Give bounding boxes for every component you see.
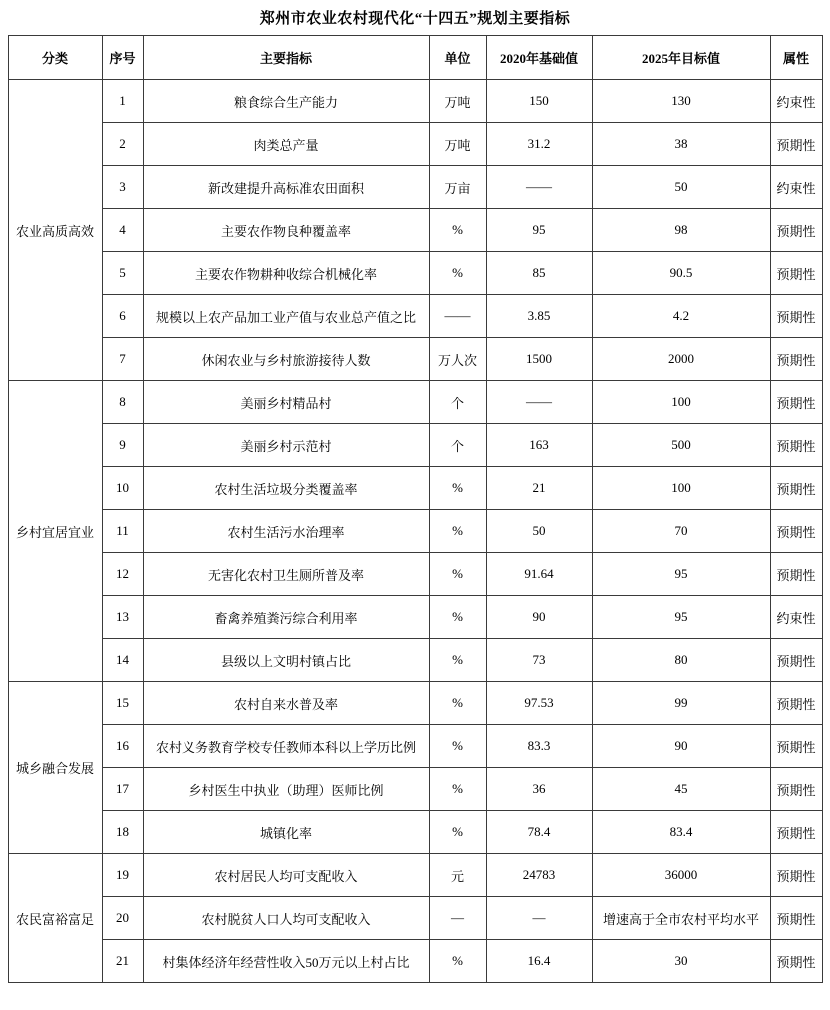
unit-cell: 个 xyxy=(429,381,486,424)
indicator-cell: 农村义务教育学校专任教师本科以上学历比例 xyxy=(143,725,429,768)
row-no: 11 xyxy=(102,510,143,553)
base-value-cell: 90 xyxy=(486,596,592,639)
unit-cell: —— xyxy=(429,295,486,338)
target-value-cell: 50 xyxy=(592,166,770,209)
base-value-cell: 24783 xyxy=(486,854,592,897)
indicator-cell: 美丽乡村精品村 xyxy=(143,381,429,424)
target-value-cell: 4.2 xyxy=(592,295,770,338)
target-value-cell: 45 xyxy=(592,768,770,811)
target-value-cell: 100 xyxy=(592,381,770,424)
row-no: 12 xyxy=(102,553,143,596)
attribute-cell: 预期性 xyxy=(770,639,822,682)
target-value-cell: 38 xyxy=(592,123,770,166)
base-value-cell: — xyxy=(486,897,592,940)
base-value-cell: 95 xyxy=(486,209,592,252)
attribute-cell: 预期性 xyxy=(770,854,822,897)
row-no: 3 xyxy=(102,166,143,209)
target-value-cell: 100 xyxy=(592,467,770,510)
target-value-cell: 95 xyxy=(592,553,770,596)
row-no: 21 xyxy=(102,940,143,983)
target-value-cell: 83.4 xyxy=(592,811,770,854)
row-no: 13 xyxy=(102,596,143,639)
row-no: 1 xyxy=(102,80,143,123)
base-value-cell: 85 xyxy=(486,252,592,295)
base-value-cell: 91.64 xyxy=(486,553,592,596)
target-value-cell: 80 xyxy=(592,639,770,682)
attribute-cell: 预期性 xyxy=(770,424,822,467)
attribute-cell: 预期性 xyxy=(770,123,822,166)
table-row xyxy=(8,424,822,467)
target-value-cell: 36000 xyxy=(592,854,770,897)
table-row xyxy=(8,295,822,338)
attribute-cell: 约束性 xyxy=(770,596,822,639)
base-value-cell: 150 xyxy=(486,80,592,123)
target-value-cell: 增速高于全市农村平均水平 xyxy=(592,897,770,940)
target-value-cell: 500 xyxy=(592,424,770,467)
category-cell: 乡村宜居宜业 xyxy=(8,381,102,682)
header-category: 分类 xyxy=(8,36,102,80)
table-row xyxy=(8,553,822,596)
row-no: 18 xyxy=(102,811,143,854)
indicator-cell: 城镇化率 xyxy=(143,811,429,854)
attribute-cell: 约束性 xyxy=(770,80,822,123)
row-no: 20 xyxy=(102,897,143,940)
base-value-cell: 97.53 xyxy=(486,682,592,725)
attribute-cell: 预期性 xyxy=(770,338,822,381)
base-value-cell: 78.4 xyxy=(486,811,592,854)
table-row xyxy=(8,166,822,209)
attribute-cell: 预期性 xyxy=(770,510,822,553)
indicators-table xyxy=(8,35,823,983)
table-row xyxy=(8,682,822,725)
unit-cell: 万吨 xyxy=(429,80,486,123)
unit-cell: % xyxy=(429,682,486,725)
attribute-cell: 预期性 xyxy=(770,295,822,338)
unit-cell: 万人次 xyxy=(429,338,486,381)
target-value-cell: 98 xyxy=(592,209,770,252)
unit-cell: 万亩 xyxy=(429,166,486,209)
table-row xyxy=(8,252,822,295)
attribute-cell: 约束性 xyxy=(770,166,822,209)
attribute-cell: 预期性 xyxy=(770,209,822,252)
attribute-cell: 预期性 xyxy=(770,940,822,983)
indicator-cell: 休闲农业与乡村旅游接待人数 xyxy=(143,338,429,381)
indicator-cell: 肉类总产量 xyxy=(143,123,429,166)
table-row xyxy=(8,381,822,424)
row-no: 2 xyxy=(102,123,143,166)
attribute-cell: 预期性 xyxy=(770,811,822,854)
indicator-cell: 主要农作物良种覆盖率 xyxy=(143,209,429,252)
target-value-cell: 95 xyxy=(592,596,770,639)
row-no: 7 xyxy=(102,338,143,381)
unit-cell: % xyxy=(429,725,486,768)
target-value-cell: 90 xyxy=(592,725,770,768)
base-value-cell: —— xyxy=(486,381,592,424)
base-value-cell: 50 xyxy=(486,510,592,553)
indicator-cell: 新改建提升高标准农田面积 xyxy=(143,166,429,209)
unit-cell: % xyxy=(429,811,486,854)
row-no: 16 xyxy=(102,725,143,768)
unit-cell: % xyxy=(429,467,486,510)
row-no: 9 xyxy=(102,424,143,467)
row-no: 17 xyxy=(102,768,143,811)
indicator-cell: 无害化农村卫生厕所普及率 xyxy=(143,553,429,596)
table-row xyxy=(8,854,822,897)
base-value-cell: 31.2 xyxy=(486,123,592,166)
row-no: 15 xyxy=(102,682,143,725)
row-no: 8 xyxy=(102,381,143,424)
indicator-cell: 县级以上文明村镇占比 xyxy=(143,639,429,682)
table-row xyxy=(8,940,822,983)
unit-cell: % xyxy=(429,209,486,252)
row-no: 6 xyxy=(102,295,143,338)
header-attr: 属性 xyxy=(770,36,822,80)
table-row xyxy=(8,123,822,166)
attribute-cell: 预期性 xyxy=(770,381,822,424)
table-row xyxy=(8,467,822,510)
category-cell: 农业高质高效 xyxy=(8,80,102,381)
unit-cell: 元 xyxy=(429,854,486,897)
table-row xyxy=(8,209,822,252)
indicator-cell: 农村自来水普及率 xyxy=(143,682,429,725)
header-row xyxy=(8,36,822,80)
row-no: 5 xyxy=(102,252,143,295)
header-indicator: 主要指标 xyxy=(143,36,429,80)
attribute-cell: 预期性 xyxy=(770,467,822,510)
attribute-cell: 预期性 xyxy=(770,897,822,940)
unit-cell: % xyxy=(429,553,486,596)
table-row xyxy=(8,510,822,553)
attribute-cell: 预期性 xyxy=(770,553,822,596)
table-row xyxy=(8,768,822,811)
header-unit: 单位 xyxy=(429,36,486,80)
unit-cell: % xyxy=(429,768,486,811)
table-row xyxy=(8,725,822,768)
indicator-cell: 村集体经济年经营性收入50万元以上村占比 xyxy=(143,940,429,983)
unit-cell: % xyxy=(429,596,486,639)
base-value-cell: 163 xyxy=(486,424,592,467)
page-title: 郑州市农业农村现代化“十四五”规划主要指标 xyxy=(259,11,571,27)
table-row xyxy=(8,80,822,123)
indicator-cell: 农村脱贫人口人均可支配收入 xyxy=(143,897,429,940)
unit-cell: % xyxy=(429,252,486,295)
target-value-cell: 2000 xyxy=(592,338,770,381)
row-no: 4 xyxy=(102,209,143,252)
indicator-cell: 主要农作物耕种收综合机械化率 xyxy=(143,252,429,295)
indicator-cell: 农村居民人均可支配收入 xyxy=(143,854,429,897)
indicator-cell: 农村生活污水治理率 xyxy=(143,510,429,553)
attribute-cell: 预期性 xyxy=(770,725,822,768)
unit-cell: % xyxy=(429,639,486,682)
base-value-cell: 3.85 xyxy=(486,295,592,338)
unit-cell: % xyxy=(429,940,486,983)
table-row xyxy=(8,338,822,381)
target-value-cell: 99 xyxy=(592,682,770,725)
unit-cell: % xyxy=(429,510,486,553)
category-cell: 城乡融合发展 xyxy=(8,682,102,854)
header-target-2025: 2025年目标值 xyxy=(592,36,770,80)
target-value-cell: 90.5 xyxy=(592,252,770,295)
attribute-cell: 预期性 xyxy=(770,768,822,811)
target-value-cell: 130 xyxy=(592,80,770,123)
base-value-cell: 21 xyxy=(486,467,592,510)
base-value-cell: 1500 xyxy=(486,338,592,381)
category-cell: 农民富裕富足 xyxy=(8,854,102,983)
unit-cell: — xyxy=(429,897,486,940)
row-no: 10 xyxy=(102,467,143,510)
base-value-cell: 16.4 xyxy=(486,940,592,983)
base-value-cell: 36 xyxy=(486,768,592,811)
unit-cell: 万吨 xyxy=(429,123,486,166)
indicator-cell: 美丽乡村示范村 xyxy=(143,424,429,467)
table-row xyxy=(8,639,822,682)
row-no: 14 xyxy=(102,639,143,682)
base-value-cell: 73 xyxy=(486,639,592,682)
indicator-cell: 乡村医生中执业（助理）医师比例 xyxy=(143,768,429,811)
base-value-cell: 83.3 xyxy=(486,725,592,768)
base-value-cell: —— xyxy=(486,166,592,209)
target-value-cell: 70 xyxy=(592,510,770,553)
attribute-cell: 预期性 xyxy=(770,682,822,725)
table-row xyxy=(8,811,822,854)
row-no: 19 xyxy=(102,854,143,897)
indicator-cell: 畜禽养殖粪污综合利用率 xyxy=(143,596,429,639)
target-value-cell: 30 xyxy=(592,940,770,983)
unit-cell: 个 xyxy=(429,424,486,467)
table-row xyxy=(8,596,822,639)
indicator-cell: 规模以上农产品加工业产值与农业总产值之比 xyxy=(143,295,429,338)
indicator-cell: 农村生活垃圾分类覆盖率 xyxy=(143,467,429,510)
header-base-2020: 2020年基础值 xyxy=(486,36,592,80)
indicator-cell: 粮食综合生产能力 xyxy=(143,80,429,123)
table-row xyxy=(8,897,822,940)
attribute-cell: 预期性 xyxy=(770,252,822,295)
header-no: 序号 xyxy=(102,36,143,80)
